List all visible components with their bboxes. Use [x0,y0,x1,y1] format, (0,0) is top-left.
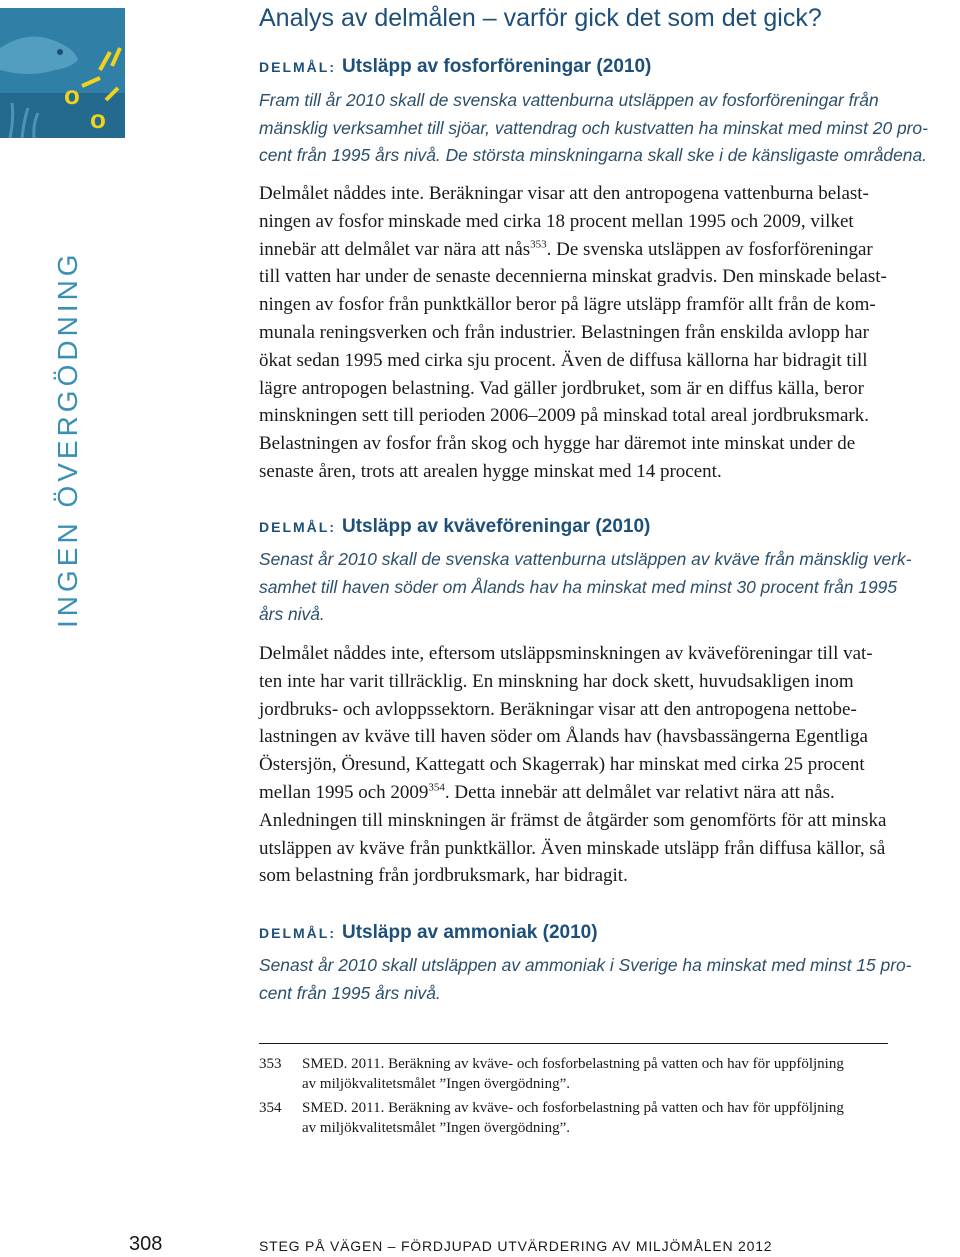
body-line: minskningen sett till perioden 2006–2009 på minskad total areal jordbruksmark. [259,405,869,427]
section-title: Utsläpp av kväveföreningar (2010) [342,516,651,537]
body-text-nitrogen [259,640,959,890]
side-section-label: INGEN ÖVERGÖDNING [52,250,83,628]
section-heading-nitrogen [259,516,650,538]
goal-line: Senast år 2010 skall de svenska vattenburna utsläppen av kväve från mänsklig verk- [259,549,912,569]
footnote-ref: 354 [428,781,445,794]
goal-line: Senast år 2010 skall utsläppen av ammoniak i Sverige ha minskat med minst 15 pro- [259,955,912,975]
body-line: Belastningen av fosfor från skog och hygge har däremot inte minskat under de [259,433,856,455]
footnote-divider [259,1043,888,1044]
footnote-number: 353 [259,1056,282,1072]
page-number: 308 [129,1233,163,1255]
body-line-part: . De svenska utsläppen av fosforföreningar [546,238,873,260]
section-heading-ammonia [259,922,598,944]
body-line-part: . Detta innebär att delmålet var relativt nära att nås. [444,781,835,803]
section-prefix: DELMÅL: [259,519,336,535]
svg-text:o: o [64,80,80,110]
goal-line: cent från 1995 års nivå. [259,982,441,1003]
goal-line: Fram till år 2010 skall de svenska vattenburna utsläppen av fosforföreningar från [259,90,879,110]
goal-line: cent från 1995 års nivå. De största minskningarna skall ske i de känsligaste områdena. [259,145,927,165]
body-line [259,236,959,264]
footnote-text: SMED. 2011. Beräkning av kväve- och fosforbelastning på vatten och hav för uppföljning [302,1100,844,1116]
goal-line: samhet till haven söder om Ålands hav ha minskat med minst 30 procent från 1995 [259,576,897,597]
goal-line: mänsklig verksamhet till sjöar, vattendrag och kustvatten ha minskat med minst 20 pro- [259,117,928,138]
section-title: Utsläpp av ammoniak (2010) [342,922,598,943]
body-line: utsläppen av kväve från punktkällor. Även minskade utsläpp från diffusa källor, så [259,837,886,859]
footnote-text: av miljökvalitetsmålet ”Ingen övergödning”. [302,1076,570,1092]
footnote-ref: 353 [530,238,547,251]
footnote [259,1054,959,1094]
body-line: Delmålet nåddes inte. Beräkningar visar att den antropogena vattenburna belast- [259,183,869,204]
body-line: jordbruks- och avloppssektorn. Beräkningar visar att den antropogena nettobe- [259,698,857,720]
body-line: senaste åren, trots att arealen hygge minskat med 14 procent. [259,460,722,482]
body-line: till vatten har under de senaste decennierna minskat gradvis. Den minskade belast- [259,266,887,288]
goal-text-phosphorus [259,87,959,170]
running-footer: STEG PÅ VÄGEN – FÖRDJUPAD UTVÄRDERING AV MILJÖMÅLEN 2012 [259,1238,773,1254]
body-line: lägre antropogen belastning. Vad gäller jordbruket, som är en diffus källa, beror [259,377,865,399]
body-line: Östersjön, Öresund, Kattegatt och Skagerrak) har minskat med cirka 25 procent [259,754,865,776]
svg-text:o: o [90,104,106,134]
section-title: Utsläpp av fosforföreningar (2010) [342,56,652,77]
body-line: Anledningen till minskningen är främst de åtgärder som genomförts för att minska [259,809,887,831]
footnote-number: 354 [259,1100,282,1116]
footnote-text: SMED. 2011. Beräkning av kväve- och fosforbelastning på vatten och hav för uppföljning [302,1056,844,1072]
body-line: munala reningsverken och från industrier. Belastningen från enskilda avlopp har [259,321,869,343]
body-line: Delmålet nåddes inte, eftersom utsläppsminskningen av kväveföreningar till vat- [259,643,873,664]
goal-text-nitrogen [259,546,959,629]
body-line: ningen av fosfor från punktkällor beror på lägre utsläpp framför allt från de kom- [259,294,876,316]
body-line-part: innebär att delmålet var nära att nås [259,238,531,260]
body-text-phosphorus [259,180,959,486]
body-line-part: mellan 1995 och 2009 [259,781,429,803]
body-line: lastningen av kväve till haven söder om Ålands hav (havsbassängerna Egentliga [259,726,868,748]
section-prefix: DELMÅL: [259,925,336,941]
body-line [259,779,959,807]
goal-line: års nivå. [259,604,325,624]
body-line: ten inte har varit tillräcklig. En minskning har dock skett, huvudsakligen inom [259,670,854,692]
body-line: ökat sedan 1995 med cirka sju procent. Även de diffusa källorna har bidragit till [259,349,868,371]
footnote [259,1098,959,1138]
section-heading-phosphorus [259,56,651,78]
body-line: ningen av fosfor minskade med cirka 18 procent mellan 1995 och 2009, vilket [259,210,854,232]
logo-fish-emblem [0,8,125,138]
page-title: Analys av delmålen – varför gick det som det gick? [259,4,822,32]
section-prefix: DELMÅL: [259,59,336,75]
footnote-text: av miljökvalitetsmålet ”Ingen övergödning”. [302,1120,570,1136]
body-line: som belastning från jordbruksmark, har bidragit. [259,865,628,887]
goal-text-ammonia [259,952,959,1007]
